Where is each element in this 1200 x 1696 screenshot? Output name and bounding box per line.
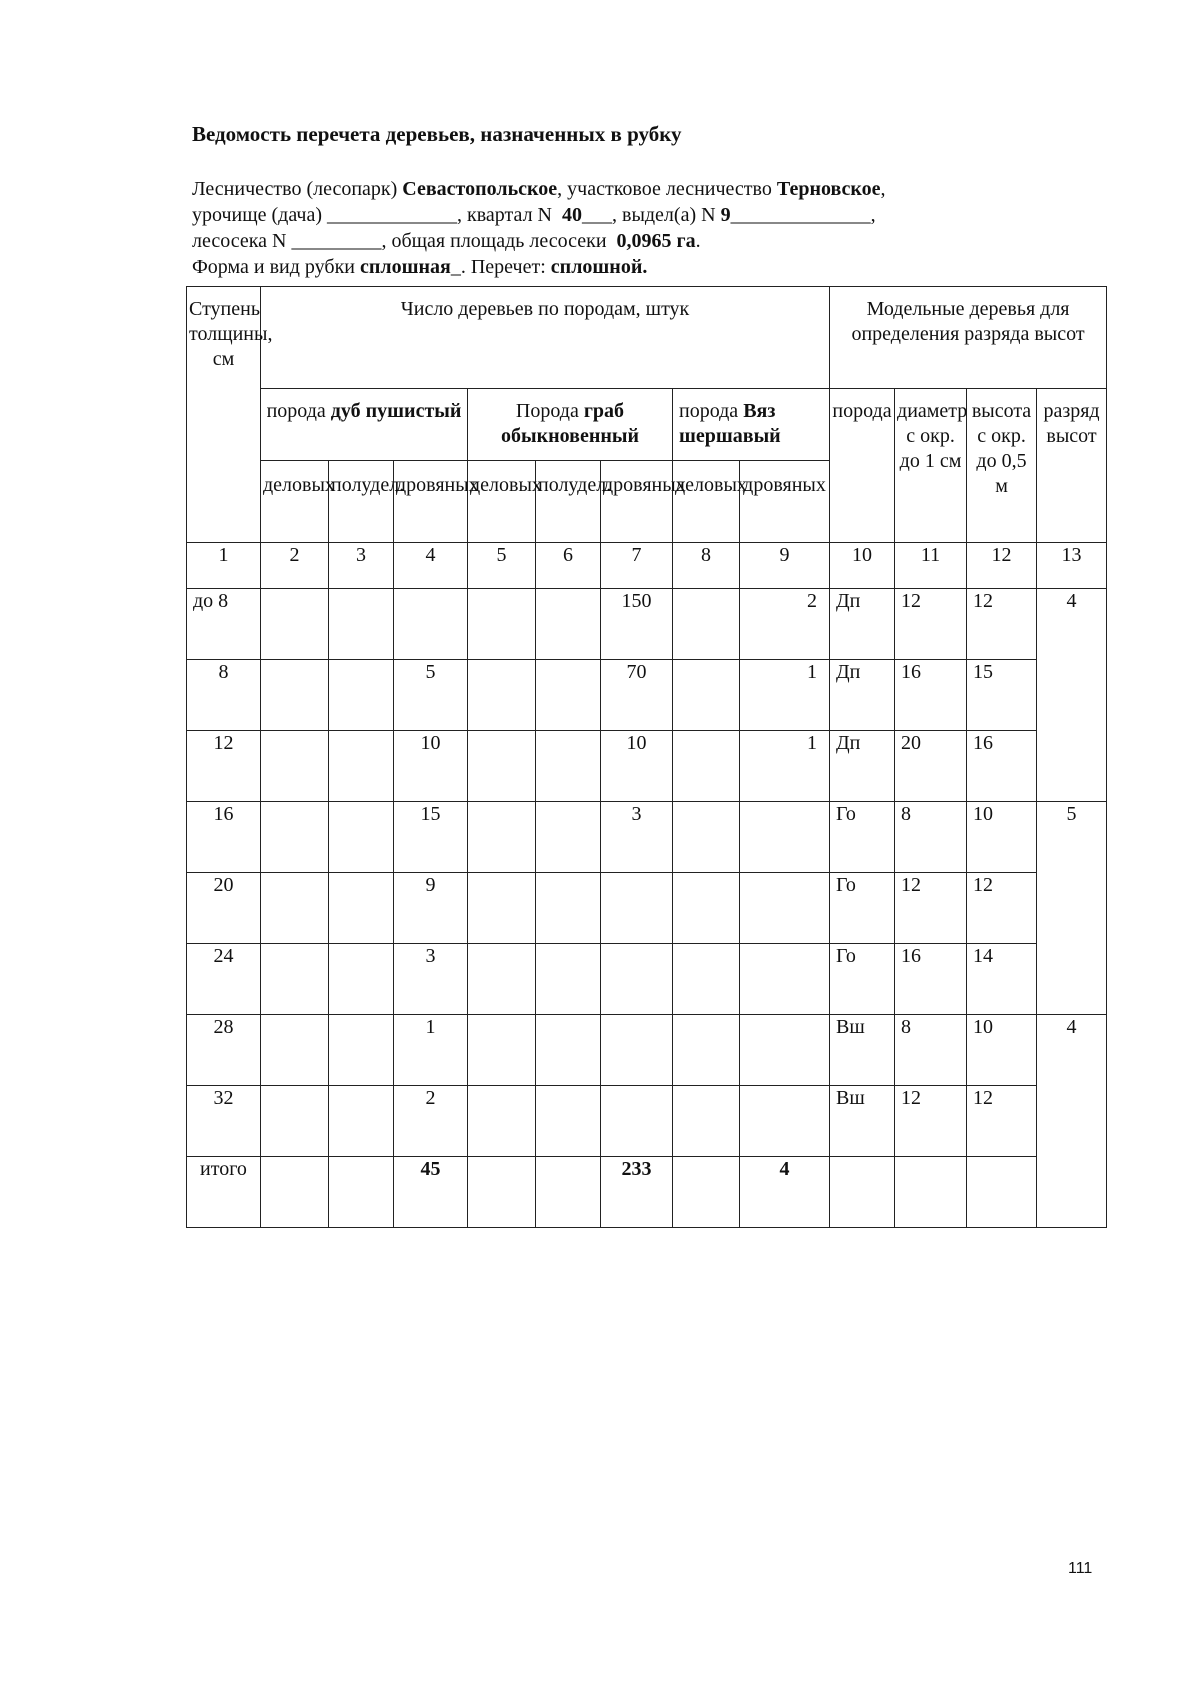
model-diameter-cell: 12 [895,589,967,660]
model-diameter-cell: 8 [895,1015,967,1086]
header-species-elm: порода Вяз шершавый [673,389,830,461]
step-cell: 32 [187,1086,261,1157]
header-model-height-class: разряд высот [1037,389,1107,543]
elm-firewood-cell [740,873,830,944]
model-species-cell: Го [830,944,895,1015]
elm-firewood-cell: 2 [740,589,830,660]
total-label: итого [187,1157,261,1228]
model-diameter-cell: 12 [895,873,967,944]
model-height-cell: 10 [967,1015,1037,1086]
model-species-cell: Го [830,873,895,944]
oak-firewood-cell: 9 [394,873,468,944]
step-cell: 24 [187,944,261,1015]
column-number: 11 [895,543,967,589]
table-row [187,1015,1107,1086]
header-model-height: высота с окр. до 0,5 м [967,389,1037,543]
table-row [187,1086,1107,1157]
page-number: 111 [1068,1560,1093,1577]
hornbeam-firewood-cell: 70 [601,660,673,731]
model-species-cell: Го [830,802,895,873]
model-species-cell: Дп [830,589,895,660]
table-row [187,873,1107,944]
model-diameter-cell: 8 [895,802,967,873]
model-species-cell: Дп [830,660,895,731]
model-height-cell: 15 [967,660,1037,731]
step-cell: 28 [187,1015,261,1086]
column-number: 3 [329,543,394,589]
column-number: 12 [967,543,1037,589]
subheader-cell: дровяных [394,461,468,543]
header-thickness-step: Ступень толщины, см [187,287,261,543]
column-number: 9 [740,543,830,589]
model-height-cell: 14 [967,944,1037,1015]
table-row [187,802,1107,873]
subheader-cell: деловых [468,461,536,543]
elm-firewood-cell [740,944,830,1015]
hornbeam-firewood-cell [601,873,673,944]
hornbeam-firewood-cell: 150 [601,589,673,660]
total-row [187,1157,1107,1228]
column-number: 1 [187,543,261,589]
oak-firewood-cell: 1 [394,1015,468,1086]
model-height-cell: 12 [967,873,1037,944]
column-number: 10 [830,543,895,589]
step-cell: до 8 [187,589,261,660]
column-number: 13 [1037,543,1107,589]
column-number: 7 [601,543,673,589]
model-diameter-cell: 16 [895,660,967,731]
total-hornbeam-firewood: 233 [601,1157,673,1228]
hornbeam-firewood-cell [601,944,673,1015]
model-species-cell: Вш [830,1015,895,1086]
oak-firewood-cell: 15 [394,802,468,873]
document-meta: Лесничество (лесопарк) Севастопольское, участковое лесничество Терновское, урочище (дача) _____________, квартал N 40___, выдел(а) N 9______________, лесосека N _________, общая площадь лесосеки 0,0965 га. Форма и вид рубки сплошная_. Перечет: сплошной. [192,178,886,278]
document-title: Ведомость перечета деревьев, назначенных в рубку [192,122,682,146]
subheader-cell: дровяных [740,461,830,543]
oak-firewood-cell: 3 [394,944,468,1015]
elm-firewood-cell: 1 [740,660,830,731]
header-species-oak: порода дуб пушистый [261,389,468,461]
table-row [187,660,1107,731]
height-class-cell: 5 [1037,802,1107,1015]
table-row [187,731,1107,802]
header-model-diameter: диаметр с окр. до 1 см [895,389,967,543]
column-number: 2 [261,543,329,589]
header-tree-count: Число деревьев по породам, штук [261,287,830,389]
elm-firewood-cell: 1 [740,731,830,802]
table-row [187,589,1107,660]
oak-firewood-cell: 10 [394,731,468,802]
column-number: 4 [394,543,468,589]
subheader-cell: деловых [261,461,329,543]
hornbeam-firewood-cell [601,1086,673,1157]
column-number-row [187,543,1107,589]
model-species-cell: Дп [830,731,895,802]
model-diameter-cell: 20 [895,731,967,802]
total-oak-firewood: 45 [394,1157,468,1228]
model-height-cell: 12 [967,1086,1037,1157]
oak-firewood-cell: 2 [394,1086,468,1157]
column-number: 8 [673,543,740,589]
table-row [187,944,1107,1015]
hornbeam-firewood-cell: 3 [601,802,673,873]
model-diameter-cell: 12 [895,1086,967,1157]
elm-firewood-cell [740,1086,830,1157]
model-diameter-cell: 16 [895,944,967,1015]
header-model-trees: Модельные деревья для определения разряда высот [830,287,1107,389]
model-species-cell: Вш [830,1086,895,1157]
column-number: 5 [468,543,536,589]
oak-firewood-cell [394,589,468,660]
step-cell: 20 [187,873,261,944]
total-elm-firewood: 4 [740,1157,830,1228]
step-cell: 16 [187,802,261,873]
height-class-cell: 4 [1037,589,1107,802]
header-model-species: порода [830,389,895,543]
subheader-cell: полудел. [536,461,601,543]
model-height-cell: 16 [967,731,1037,802]
model-height-cell: 10 [967,802,1037,873]
elm-firewood-cell [740,1015,830,1086]
column-number: 6 [536,543,601,589]
subheader-cell: деловых [673,461,740,543]
subheader-cell: полудел. [329,461,394,543]
step-cell: 12 [187,731,261,802]
oak-firewood-cell: 5 [394,660,468,731]
elm-firewood-cell [740,802,830,873]
model-height-cell: 12 [967,589,1037,660]
hornbeam-firewood-cell [601,1015,673,1086]
step-cell: 8 [187,660,261,731]
hornbeam-firewood-cell: 10 [601,731,673,802]
tree-count-table [186,286,1107,1228]
subheader-cell: дровяных [601,461,673,543]
header-species-hornbeam: Порода граб обыкновенный [468,389,673,461]
height-class-cell: 4 [1037,1015,1107,1228]
